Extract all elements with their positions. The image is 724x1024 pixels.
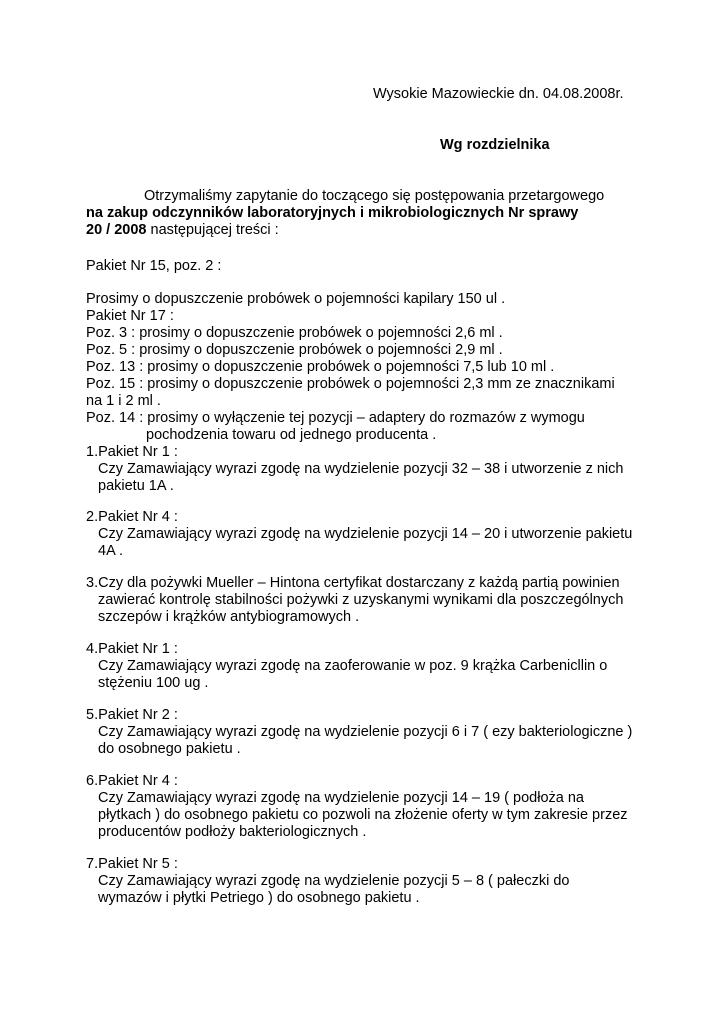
item-text: Czy Zamawiający wyrazi zgodę na wydzielenie pozycji 14 – 20 i utworzenie pakietu xyxy=(98,526,633,542)
request-line: Prosimy o dopuszczenie probówek o pojemności kapilary 150 ul . xyxy=(86,291,506,307)
case-number: 20 / 2008 xyxy=(86,222,147,238)
item-text: zawierać kontrolę stabilności pożywki z uzyskanymi wynikami dla poszczególnych xyxy=(98,592,624,608)
item-text: pakietu 1A . xyxy=(98,478,174,494)
intro-line-1: Otrzymaliśmy zapytanie do toczącego się postępowania przetargowego xyxy=(144,188,605,204)
pakiet-15-heading: Pakiet Nr 15, poz. 2 : xyxy=(86,258,222,274)
item-heading: 4.Pakiet Nr 1 : xyxy=(86,641,178,657)
item-text: Czy Zamawiający wyrazi zgodę na wydzielenie pozycji 14 – 19 ( podłoża na xyxy=(98,790,584,806)
item-text: do osobnego pakietu . xyxy=(98,741,241,757)
item-text: płytkach ) do osobnego pakietu co pozwoli na złożenie oferty w tym zakresie przez xyxy=(98,807,628,823)
item-text: Czy Zamawiający wyrazi zgodę na zaoferowanie w poz. 9 krążka Carbenicllin o xyxy=(98,658,608,674)
recipient: Wg rozdzielnika xyxy=(440,137,550,153)
item-text: 4A . xyxy=(98,543,123,559)
request-line: Poz. 14 : prosimy o wyłączenie tej pozycji – adaptery do rozmazów z wymogu xyxy=(86,410,585,426)
request-line: Pakiet Nr 17 : xyxy=(86,308,174,324)
item-text: Czy Zamawiający wyrazi zgodę na wydzielenie pozycji 32 – 38 i utworzenie z nich xyxy=(98,461,624,477)
intro-line-2: na zakup odczynników laboratoryjnych i mikrobiologicznych Nr sprawy xyxy=(86,205,579,221)
item-text: Czy Zamawiający wyrazi zgodę na wydzielenie pozycji 5 – 8 ( pałeczki do xyxy=(98,873,570,889)
item-heading: 3.Czy dla pożywki Mueller – Hintona certyfikat dostarczany z każdą partią powinien xyxy=(86,575,620,591)
request-line: Poz. 13 : prosimy o dopuszczenie probówek o pojemności 7,5 lub 10 ml . xyxy=(86,359,555,375)
item-heading: 1.Pakiet Nr 1 : xyxy=(86,444,178,460)
item-text: szczepów i krążków antybiogramowych . xyxy=(98,609,360,625)
item-heading: 5.Pakiet Nr 2 : xyxy=(86,707,178,723)
item-heading: 6.Pakiet Nr 4 : xyxy=(86,773,178,789)
place-date: Wysokie Mazowieckie dn. 04.08.2008r. xyxy=(373,86,624,102)
item-text: producentów podłoży bakteriologicznych . xyxy=(98,824,367,840)
item-heading: 7.Pakiet Nr 5 : xyxy=(86,856,178,872)
request-line: Poz. 5 : prosimy o dopuszczenie probówek o pojemności 2,9 ml . xyxy=(86,342,503,358)
item-text: stężeniu 100 ug . xyxy=(98,675,209,691)
item-text: Czy Zamawiający wyrazi zgodę na wydzielenie pozycji 6 i 7 ( ezy bakteriologiczne ) xyxy=(98,724,633,740)
request-line: Poz. 3 : prosimy o dopuszczenie probówek o pojemności 2,6 ml . xyxy=(86,325,503,341)
intro-line-3 xyxy=(86,222,279,239)
item-heading: 2.Pakiet Nr 4 : xyxy=(86,509,178,525)
item-text: wymazów i płytki Petriego ) do osobnego pakietu . xyxy=(98,890,420,906)
request-line: pochodzenia towaru od jednego producenta . xyxy=(146,427,437,443)
intro-line-3-rest: następującej treści : xyxy=(146,222,279,238)
request-line: Poz. 15 : prosimy o dopuszczenie probówek o pojemności 2,3 mm ze znacznikami xyxy=(86,376,615,392)
request-line: na 1 i 2 ml . xyxy=(86,393,161,409)
